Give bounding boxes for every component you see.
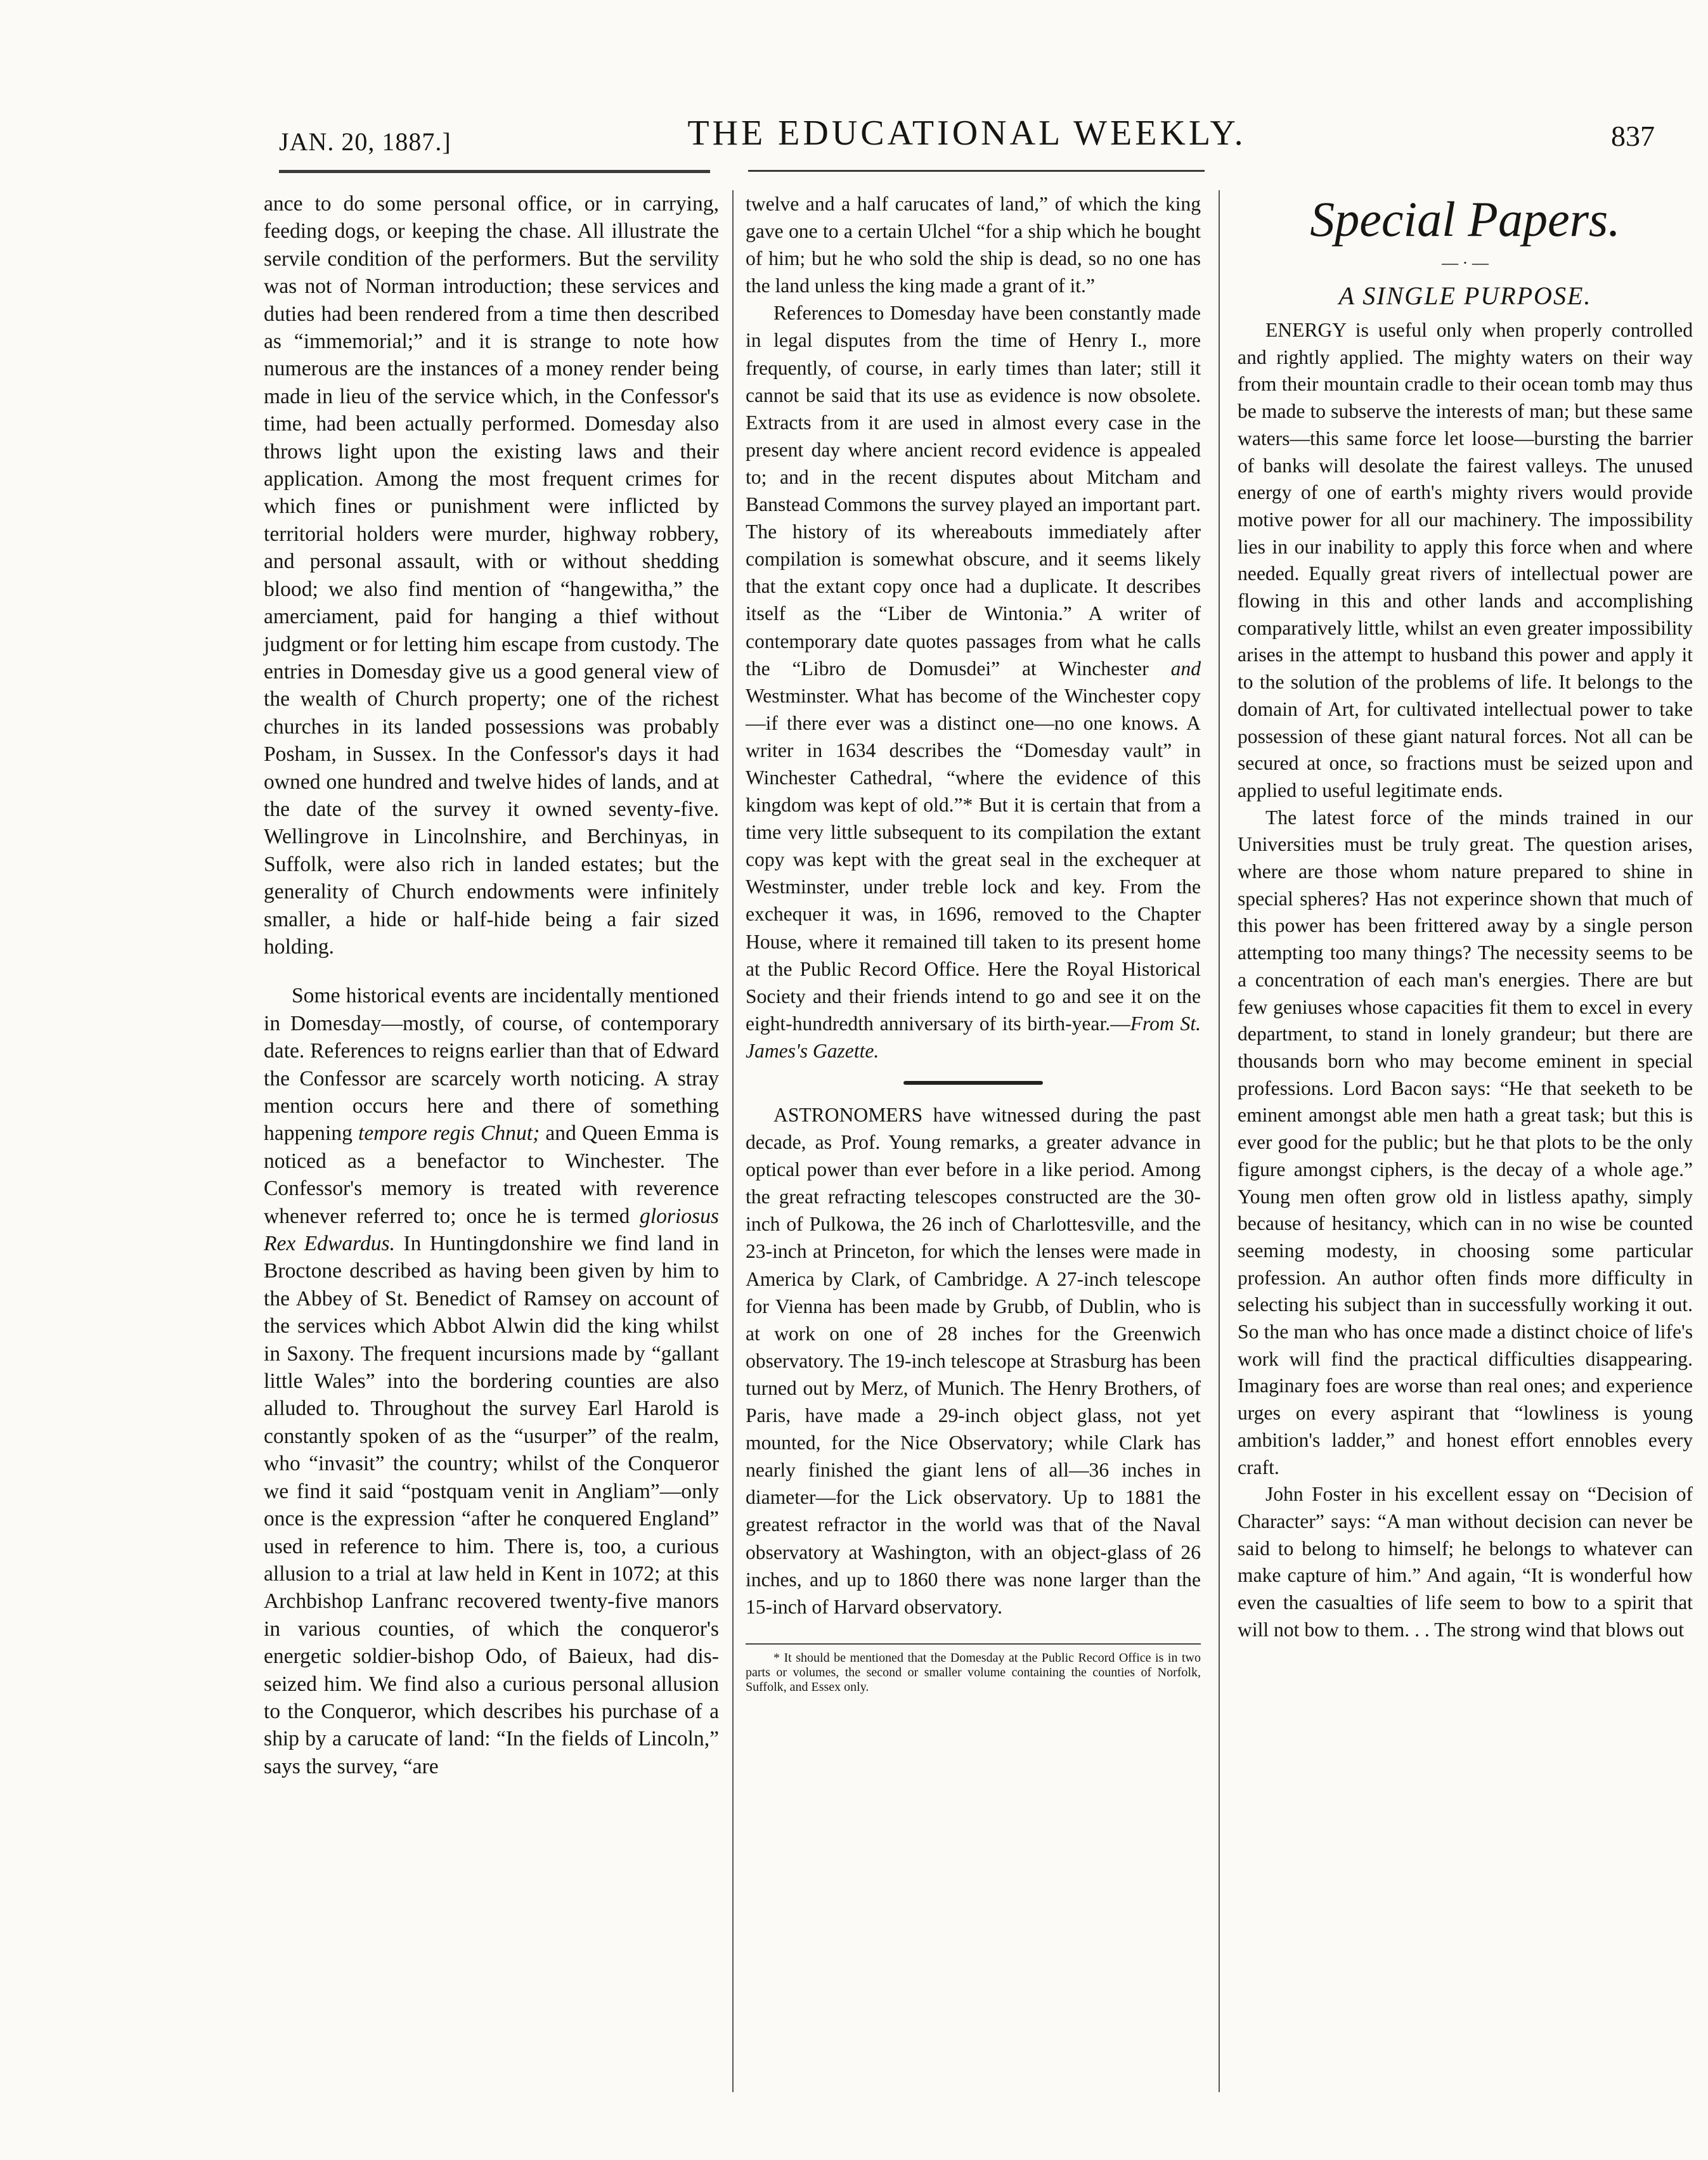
issue-date: JAN. 20, 1887.] (279, 127, 451, 156)
header-rule (279, 170, 710, 173)
text-run: References to Domesday have been constantly made in legal disputes from the time of Henry I., more frequently, of course, in early times than later; still it cannot be said that its use as evidence is now obsolete. Extracts from it are used in almost every case in the present day where ancient record evidence is appealed to; and in the recent disputes about Mitcham and Banstead Commons the survey played an important part. The history of its whereabouts immediately after compilation is somewhat obscure, and it seems likely that the extant copy once had a duplicate. It describes itself as the “Liber de Wintonia.” A writer of contemporary date quotes passages from what he calls the “Libro de Domusdei” at Winchester (746, 302, 1201, 680)
ornament: — · — (1442, 254, 1489, 272)
footnote-rule (746, 1643, 1201, 1645)
publication-title: THE EDUCATIONAL WEEKLY. (687, 113, 1246, 153)
paragraph (746, 299, 1201, 1064)
page-number: 837 (1611, 120, 1655, 152)
column-2 (746, 190, 1201, 1695)
paragraph: ASTRONOMERS have witnessed during the past decade, as Prof. Young remarks, a greater advance in optical power than ever before in a like period. Among the great refracting telescopes constructed are the 30-inch of Pulkowa, the 26 inch of Charlottesville, and the 23-inch at Princeton, for which the lenses were made in America by Clark, of Cambridge. A 27-inch telescope for Vienna has been made by Grubb, of Dublin, who is at work on one of 28 inches for the Greenwich observatory. The 19-inch telescope at Strasburg has been turned out by Merz, of Munich. The Henry Brothers, of Paris, have made a 29-inch object glass, not yet mounted, for the Nice Observatory; while Clark has nearly finished the giant lens of all—36 inches in diameter—for the Lick observatory. Up to 1881 the greatest refractor in the world was that of the Naval observatory at Washington, with an object-glass of 26 inches, and up to 1860 there was none larger than the 15-inch of Harvard observatory. (746, 1104, 1201, 1618)
article-source: From St. James's Gazette. (746, 1012, 1201, 1062)
text-run: In Huntingdonshire we find land in Broctone described as having been given by him to the Abbey of St. Benedict of Ramsey on account of the services which Abbot Alwin did the king whilst in Saxony. The frequent incursions made by “gallant little Wales” into the bordering counties are also alluded to. Throughout the survey Earl Harold is constantly spoken of as the “usurper” of the realm, who “invasit” the country; whilst of the Conqueror we find it said “postquam venit in Angliam”—only once is the expression “after he conquered England” used in reference to him. There is, too, a curious allusion to a trial at law held in Kent in 1072; at this Archbishop Lanfranc recovered twenty-five manors in various counties, of which the conqueror's energetic soldier-bishop Odo, of Baieux, had dis-seized him. We find also a curious personal allusion to the Conqueror, which describes his purchase of a ship by a carucate of land: “In the fields of Lincoln,” says the survey, “are (264, 1232, 720, 1778)
paragraph (264, 982, 719, 1780)
footnote: * It should be mentioned that the Domesday at the Public Record Office is in two parts or volumes, the second or smaller volume containing the counties of Norfolk, Suffolk, and Essex only. (746, 1650, 1201, 1694)
text-run: Westminster. What has become of the Winchester copy—if there ever was a distinct one—no one knows. A writer in 1634 describes the “Domesday vault” in Winchester Cathedral, “where the evidence of this kingdom was kept of old.”* But it is certain that from a time very little subsequent to its compilation the extant copy was kept with the great seal in the exchequer at Westminster, under treble lock and key. From the exchequer it was, in 1696, removed to the Chapter House, where it remained till taken to its present home at the Public Record Office. Here the Royal Historical Society and their friends intend to go and see it on the eight-hundredth anniversary of its birth-year.— (746, 684, 1201, 1035)
text-run: and Queen Emma is noticed as a benefactor to Winchester. The Confessor's memory is treated with reverence whenever referred to; once he is termed (264, 1122, 719, 1228)
header-rule-middle (748, 170, 1205, 172)
article-title: A SINGLE PURPOSE. (1338, 281, 1592, 310)
italic-text: tempore regis Chnut; (358, 1122, 540, 1146)
column-divider-1 (732, 190, 734, 2092)
page-header (279, 113, 1655, 164)
column-3 (1238, 190, 1693, 1643)
paragraph: twelve and a half carucates of land,” of which the king gave one to a certain Ulchel “for a ship which he bought of him; but he who sold the ship is dead, so no one has the land unless the king made a grant of it.” (746, 193, 1201, 297)
column-1 (264, 190, 719, 1780)
italic-text: and (1170, 657, 1201, 680)
section-title: Special Papers. (1310, 191, 1621, 247)
column-divider-2 (1219, 190, 1220, 2092)
article-separator (903, 1081, 1043, 1085)
paragraph: The latest force of the minds trained in our Universities must be truly great. The question arises, where are those whom nature prepared to shine in special spheres? Has not experince shown that much of this power has been frittered away by a single person attempting too many things? The necessity seems to be a concentration of each man's energies. There are but few geniuses whose capacities fit them to excel in every department, to stand in lonely grandeur; but there are thousands born who may become eminent in special professions. Lord Bacon says: “He that seeketh to be eminent amongst able men hath a great task; but this is ever good for the public; but he that plots to be the only figure amongst ciphers, is the decay of a whole age.” Young men often grow old in listless apathy, simply because of hesitancy, which can in no wise be counted seeming modesty, in choosing some particular profession. An author often finds more difficulty in selecting his subject than in successfully working it out. So the man who has once made a distinct choice of life's work will find the practical difficulties disappearing. Imaginary foes are worse than real ones; and experience urges on every aspirant that “lowliness is young ambition's ladder,” and honest effort ennobles every craft. (1238, 806, 1693, 1478)
italic-text: gloriosus Rex Edwardus. (264, 1204, 719, 1256)
paragraph: ENERGY is useful only when properly controlled and rightly applied. The mighty waters on their way from their mountain cradle to their ocean tomb may thus be made to subserve the interests of man; but these same waters—this same force let loose—bursting the barrier of banks will desolate the fairest valleys. The unused energy of one of earth's mighty rivers would provide motive power for all our machinery. The impossibility lies in our inability to apply this force when and where needed. Equally great rivers of intellectual power are flowing in this and other lands and accomplishing comparatively little, whilst an even greater impossibility arises in the attempt to husband this power and apply it to the solution of the problems of life. It belongs to the domain of Art, for cultivated intellectual power to take possession of these giant natural forces. Not all can be secured at once, so fractions must be seized upon and applied to useful legitimate ends. (1238, 319, 1693, 801)
text-run: Some historical events are incidentally mentioned in Domesday—mostly, of course, of contemporary date. References to reigns earlier than that of Edward the Confessor are scarcely worth noticing. A stray mention occurs here and there of something happening (264, 984, 719, 1146)
paragraph: John Foster in his excellent essay on “Decision of Character” says: “A man without decision can never be said to belong to himself; he belongs to whatever can make capture of him.” And again, “It is wonderful how even the casualties of life seem to bow to a spirit that will not bow to them. . . The strong wind that blows out (1238, 1483, 1693, 1641)
paragraph: ance to do some personal office, or in carrying, feeding dogs, or keeping the chase. All illustrate the servile condition of the performers. But the servility was not of Norman introduction; these services and duties had been rendered from a time then described as “immemorial;” and it is strange to note how numerous are the instances of a money render being made in lieu of the service which, in the Confessor's time, had been actually performed. Domesday also throws light upon the existing laws and their application. Among the most frequent crimes for which fines or punishment were inflicted by territorial holders were murder, highway robbery, and personal assault, with or without shedding blood; we also find mention of “hangewitha,” the amerciament, paid for hanging a thief without judgment or for letting him escape from custody. The entries in Domesday give us a good general view of the wealth of Church property; one of the richest churches in its landed possessions was probably Posham, in Sussex. In the Confessor's days it had owned one hundred and twelve hides of lands, and at the date of the survey it owned seventy-five. Wellingrove in Lincolnshire, and Berchinyas, in Suffolk, were also rich in landed estates; but the generality of Church endowments were infinitely smaller, a hide or half-hide being a fair sized holding. (264, 192, 719, 959)
